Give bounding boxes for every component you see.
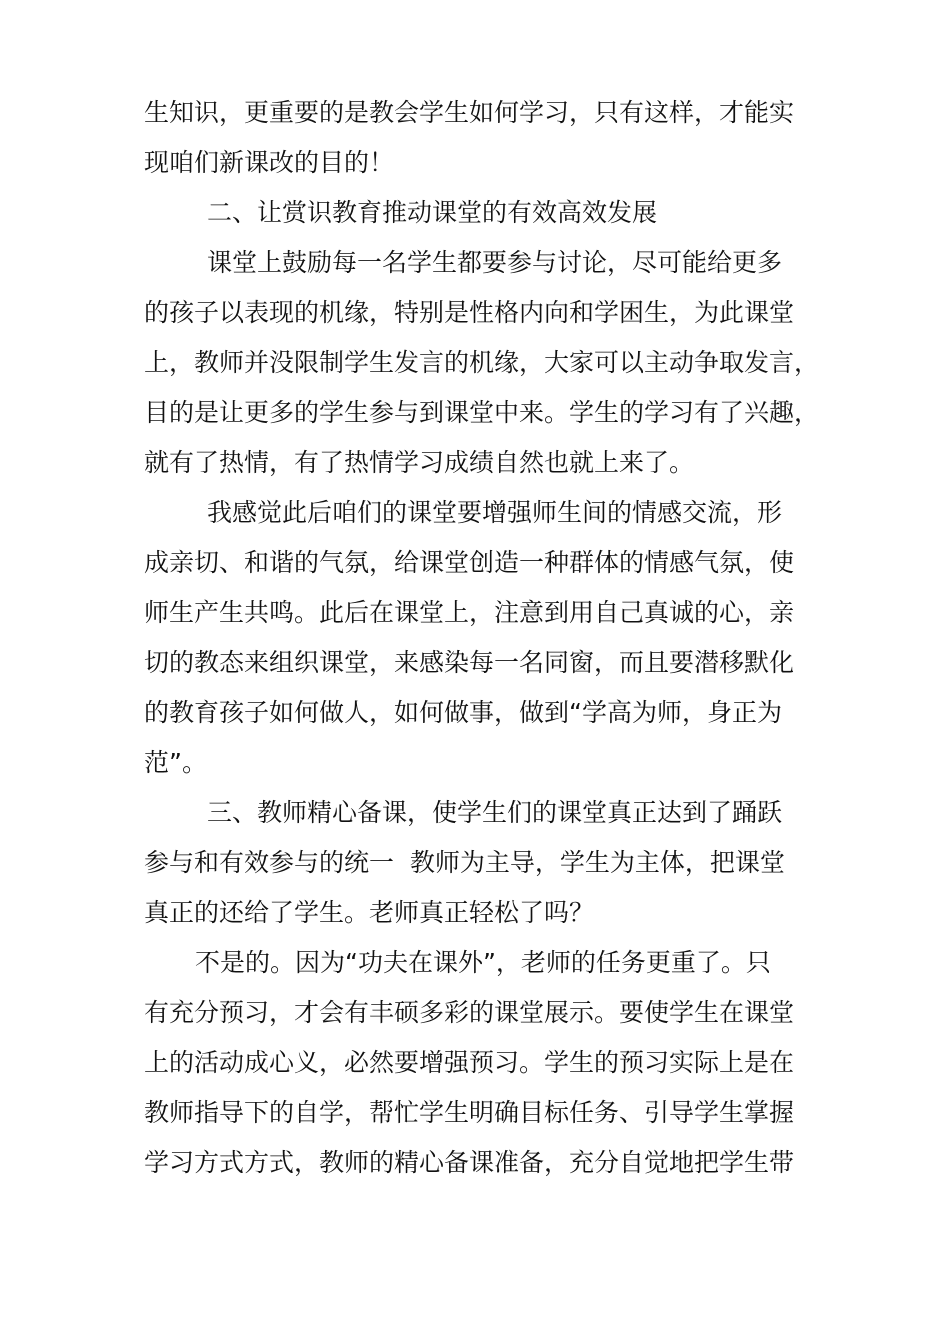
text-line-18: 不是的。因为“功夫在课外”，老师的任务更重了。只 xyxy=(195,948,771,977)
text-line-10: 成亲切、和谐的气氛，给课堂创造一种群体的情感气氛，使 xyxy=(144,548,795,577)
text-line-21: 教师指导下的自学，帮忙学生明确目标任务、引导学生掌握 xyxy=(144,1098,795,1127)
text-line-6: 上，教师并没限制学生发言的机缘，大家可以主动争取发言， xyxy=(144,348,820,377)
section-heading-3: 三、教师精心备课，使学生们的课堂真正达到了踊跃 xyxy=(207,798,783,827)
text-line-13: 的教育孩子如何做人，如何做事，做到“学高为师，身正为 xyxy=(144,698,782,727)
text-line-9: 我感觉此后咱们的课堂要增强师生间的情感交流，形 xyxy=(207,498,783,527)
text-line-20: 上的活动成心义，必然要增强预习。学生的预习实际上是在 xyxy=(144,1048,795,1077)
text-line-8: 就有了热情，有了热情学习成绩自然也就上来了。 xyxy=(144,448,695,477)
text-line-16: 参与和有效参与的统一 教师为主导，学生为主体，把课堂 xyxy=(144,848,785,877)
text-line-4: 课堂上鼓励每一名学生都要参与讨论，尽可能给更多 xyxy=(207,248,783,277)
section-heading-2: 二、让赏识教育推动课堂的有效高效发展 xyxy=(207,198,658,227)
text-line-14: 范”。 xyxy=(144,748,207,777)
text-line-11: 师生产生共鸣。此后在课堂上，注意到用自己真诚的心，亲 xyxy=(144,598,795,627)
text-line-17: 真正的还给了学生。老师真正轻松了吗？ xyxy=(144,898,595,927)
text-line-22: 学习方式方式，教师的精心备课准备，充分自觉地把学生带 xyxy=(144,1148,795,1177)
text-line-1: 生知识，更重要的是教会学生如何学习，只有这样，才能实 xyxy=(144,98,795,127)
text-line-5: 的孩子以表现的机缘，特别是性格内向和学困生，为此课堂 xyxy=(144,298,795,327)
text-line-7: 目的是让更多的学生参与到课堂中来。学生的学习有了兴趣， xyxy=(144,398,820,427)
text-line-2: 现咱们新课改的目的！ xyxy=(144,148,395,177)
text-line-19: 有充分预习，才会有丰硕多彩的课堂展示。要使学生在课堂 xyxy=(144,998,795,1027)
text-line-12: 切的教态来组织课堂，来感染每一名同窗，而且要潜移默化 xyxy=(144,648,795,677)
